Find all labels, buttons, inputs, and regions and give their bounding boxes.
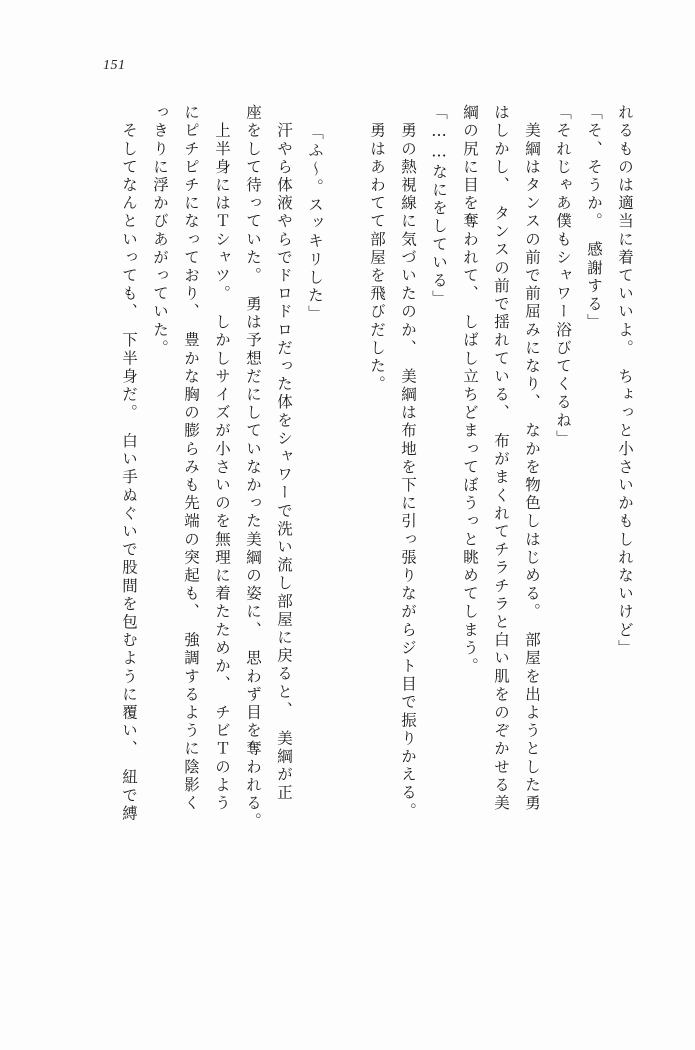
text-line: 「ふ～。スッキリした」 bbox=[306, 124, 324, 324]
text-line: 「……なにをしている」 bbox=[430, 104, 448, 309]
text-line: はしかし、 タンスの前で揺れている、 布がまくれてチラチラと白い肌をのぞかせる美 bbox=[492, 104, 510, 813]
text-line: にピチピチになっており、 豊かな胸の膨らみも先端の突起も、 強調するように陰影く bbox=[182, 104, 200, 813]
text-line: 美綱はタンスの前で前屈みになり、 なかを物色しはじめる。 部屋を出ようとした勇 bbox=[523, 104, 541, 813]
text-line bbox=[322, 104, 353, 984]
text-line: 上半身にはＴシャツ。 しかしサイズが小さいのを無理に着たためか、 チビＴのよう bbox=[213, 104, 231, 813]
text-line: 「それじゃあ僕もシャワー浴びてくるね」 bbox=[554, 104, 572, 448]
text-line: れるものは適当に着ていいよ。 ちょっと小さいかもしれないけど」 bbox=[616, 104, 634, 658]
vertical-text-body bbox=[62, 104, 632, 984]
text-line: 座をして待っていた。 勇は予想だにしていなかった美綱の姿に、 思わず目を奪われる。 bbox=[244, 104, 262, 831]
text-line: そしてなんといっても、 下半身だ。 白い手ぬぐいで股間を包むように覆い、 紐で縛 bbox=[120, 104, 138, 823]
text-line: 汗やら体液やらでドロドロだった体をシャワーで洗い流し部屋に戻ると、 美綱が正 bbox=[275, 104, 293, 803]
text-line: っきりに浮かびあがっていた。 bbox=[151, 104, 169, 358]
text-line: 「そ、そうか。 感謝する」 bbox=[585, 104, 603, 332]
text-line: 勇はあわてて部屋を飛びだした。 bbox=[368, 104, 386, 394]
text-line: 勇の熱視線に気づいたのか、 美綱は布地を下に引っ張りながらジト目で振りかえる。 bbox=[399, 104, 417, 821]
text-line: 綱の尻に目を奪われて、 しばし立ちどまってぼうっと眺めてしまう。 bbox=[461, 104, 479, 676]
page-number: 151 bbox=[103, 58, 126, 73]
